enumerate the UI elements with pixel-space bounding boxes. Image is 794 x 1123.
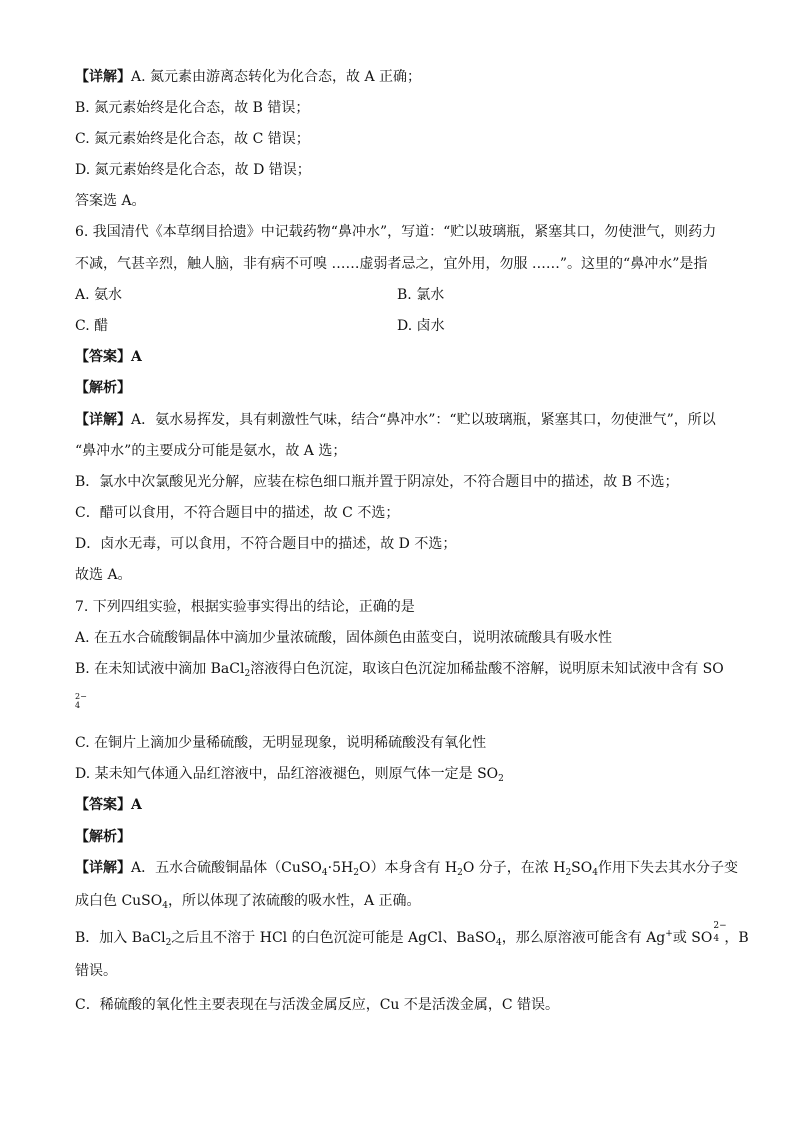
q5-detail-d: D. 氮元素始终是化合态，故 D 错误； — [75, 162, 311, 178]
q6-answer-label: 【答案】A — [75, 349, 142, 365]
q7-detail-c: C．稀硫酸的氧化性主要表现在与活泼金属反应，Cu 不是活泼金属，C 错误。 — [75, 997, 560, 1013]
q6-stem-line1: 6. 我国清代《本草纲目拾遗》中记载药物“鼻冲水”，写道：“贮以玻璃瓶，紧塞其口，勿使泄气，则药力 — [75, 224, 717, 240]
q6-stem-line2: 不减，气甚辛烈，触人脑，非有病不可嗅 ……虚弱者忌之，宜外用，勿服 ……”。这里的“鼻冲水”是指 — [75, 256, 708, 272]
q6-analysis-label: 【解析】 — [75, 380, 131, 396]
q6-option-c: C. 醋 — [75, 318, 109, 334]
sulfate-ion-charge: 2− 4 — [713, 921, 727, 944]
q6-detail-a2: “鼻冲水”的主要成分可能是氨水，故 A 选； — [75, 443, 347, 459]
q6-detail-c: C．醋可以食用，不符合题目中的描述，故 C 不选； — [75, 505, 400, 521]
q7-detail-a1: 【详解】A．五水合硫酸铜晶体$(CuSO_4\cdot 5H_2O)$本身含有 $H_2O$ 分子，在浓 $H_2SO_4$作用下失去其水分子变 — [75, 860, 738, 878]
q6-detail-a1: 【详解】A．氨水易挥发，具有刺激性气味，结合“鼻冲水”：“贮以玻璃瓶，紧塞其口，勿使泄气”，所以 — [75, 412, 716, 428]
q7-detail-b2: 错误。 — [75, 963, 117, 979]
q7-option-c: C. 在铜片上滴加少量稀硫酸，无明显现象，说明稀硫酸没有氧化性 — [75, 735, 487, 751]
q7-stem: 7. 下列四组实验，根据实验事实得出的结论，正确的是 — [75, 599, 415, 615]
detail-label: 【详解】 — [75, 69, 131, 85]
q6-conclusion: 故选 A。 — [75, 567, 132, 583]
q7-option-b: B. 在未知试液中滴加 BaCl$_2$溶液得白色沉淀，取该白色沉淀加稀盐酸不溶解，说明原未知试液中含有 SO — [75, 661, 724, 679]
q5-detail-b: B. 氮元素始终是化合态，故 B 错误； — [75, 100, 310, 116]
q5-detail-a: 【详解】A. 氮元素由游离态转化为化合态，故 A 正确； — [75, 69, 422, 85]
q7-option-d: D. 某未知气体通入品红溶液中，品红溶液褪色，则原气体一定是 $SO_2$ — [75, 766, 504, 784]
q5-answer: 答案选 A。 — [75, 193, 146, 209]
q7-answer-label: 【答案】A — [75, 797, 142, 813]
q6-option-b: B. 氯水 — [397, 287, 445, 303]
q6-option-d: D. 卤水 — [397, 318, 445, 334]
q6-detail-b: B．氯水中次氯酸见光分解，应装在棕色细口瓶并置于阴凉处，不符合题目中的描述，故 B 不选； — [75, 474, 679, 490]
q5-detail-c: C. 氮元素始终是化合态，故 C 错误； — [75, 131, 310, 147]
q7-option-b-ion-charge: 2− 4 — [75, 692, 87, 710]
q6-detail-d: D．卤水无毒，可以食用，不符合题目中的描述，故 D 不选； — [75, 536, 457, 552]
q7-detail-b: B．加入 BaCl$_2$之后且不溶于 HCl 的白色沉淀可能是 AgCl、BaSO$_4$，那么原溶液可能含有 Ag+或 SO 2− 4 ，B — [75, 921, 749, 948]
q7-detail-a2: 成白色 CuSO$_4$，所以体现了浓硫酸的吸水性，A 正确。 — [75, 893, 421, 911]
q6-option-a: A. 氨水 — [75, 287, 123, 303]
q7-option-a: A. 在五水合硫酸铜晶体中滴加少量浓硫酸，固体颜色由蓝变白，说明浓硫酸具有吸水性 — [75, 630, 613, 646]
q7-analysis-label: 【解析】 — [75, 829, 131, 845]
